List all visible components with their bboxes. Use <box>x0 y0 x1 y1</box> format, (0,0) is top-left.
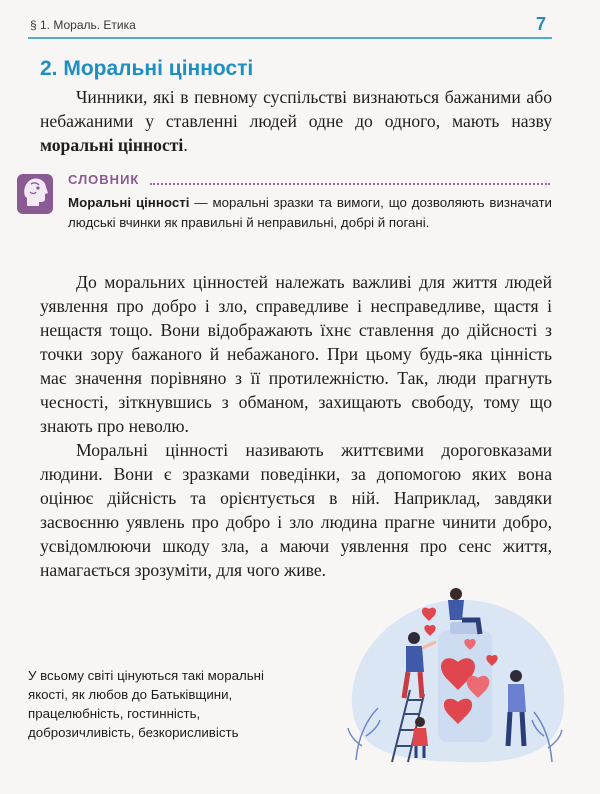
vocabulary-definition <box>68 193 552 233</box>
vocabulary-divider <box>150 183 550 185</box>
intro-paragraph <box>40 85 552 157</box>
body-paragraph-2: Моральні цінності називають життєвими дороговказами людини. Вони є зразками поведінки, за допомогою яких вона оцінює дійсність та орієнтується в ній. Наприклад, завдяки засвоєнню уявлень про добро і зло людина прагне чинити добро, усвідомлюючи шкоду зла, а маючи уявлення про сенс життя, намагається зрозуміти, для чого живе. <box>40 440 552 580</box>
header-rule <box>28 37 552 39</box>
vocabulary-label: СЛОВНИК <box>68 172 140 187</box>
speaking-head-icon <box>17 172 53 214</box>
page-number: 7 <box>535 14 546 34</box>
vocabulary-definition-text: — моральні зразки та вимоги, що дозволяють визначати людські вчинки як правильні й неправильні, добрі й погані. <box>68 195 552 230</box>
illustration-people-hearts <box>338 586 570 766</box>
intro-text: Чинники, які в певному суспільстві визнаються бажаними або небажаними у ставленні людей одне до одного, мають назву <box>40 87 552 131</box>
page-header <box>28 12 552 38</box>
intro-term: моральні цінності <box>40 135 184 155</box>
intro-end: . <box>183 135 188 155</box>
vocabulary-term: Моральні цінності <box>68 195 190 210</box>
illustration-caption: У всьому світі цінуються такі моральні якості, як любов до Батьківщини, працелюбність, гостинність, доброзичливість, безкорисливість <box>28 668 264 740</box>
body-paragraph-1: До моральних цінностей належать важливі для життя людей уявлення про добро і зло, справедливе і несправедливе, щастя і нещастя тощо. Вони відображають їхнє ставлення до дійсності з точки зору бажаного й небажаного. При цьому будь-яка цінність має значення порівняно з її протилежністю. Так, люди прагнуть чесності, зіткнувшись з обманом, захищають свободу, тому що знають про неволю. <box>40 272 552 436</box>
running-title: § 1. Мораль. Етика <box>30 18 136 32</box>
section-title: 2. Моральні цінності <box>40 57 254 80</box>
